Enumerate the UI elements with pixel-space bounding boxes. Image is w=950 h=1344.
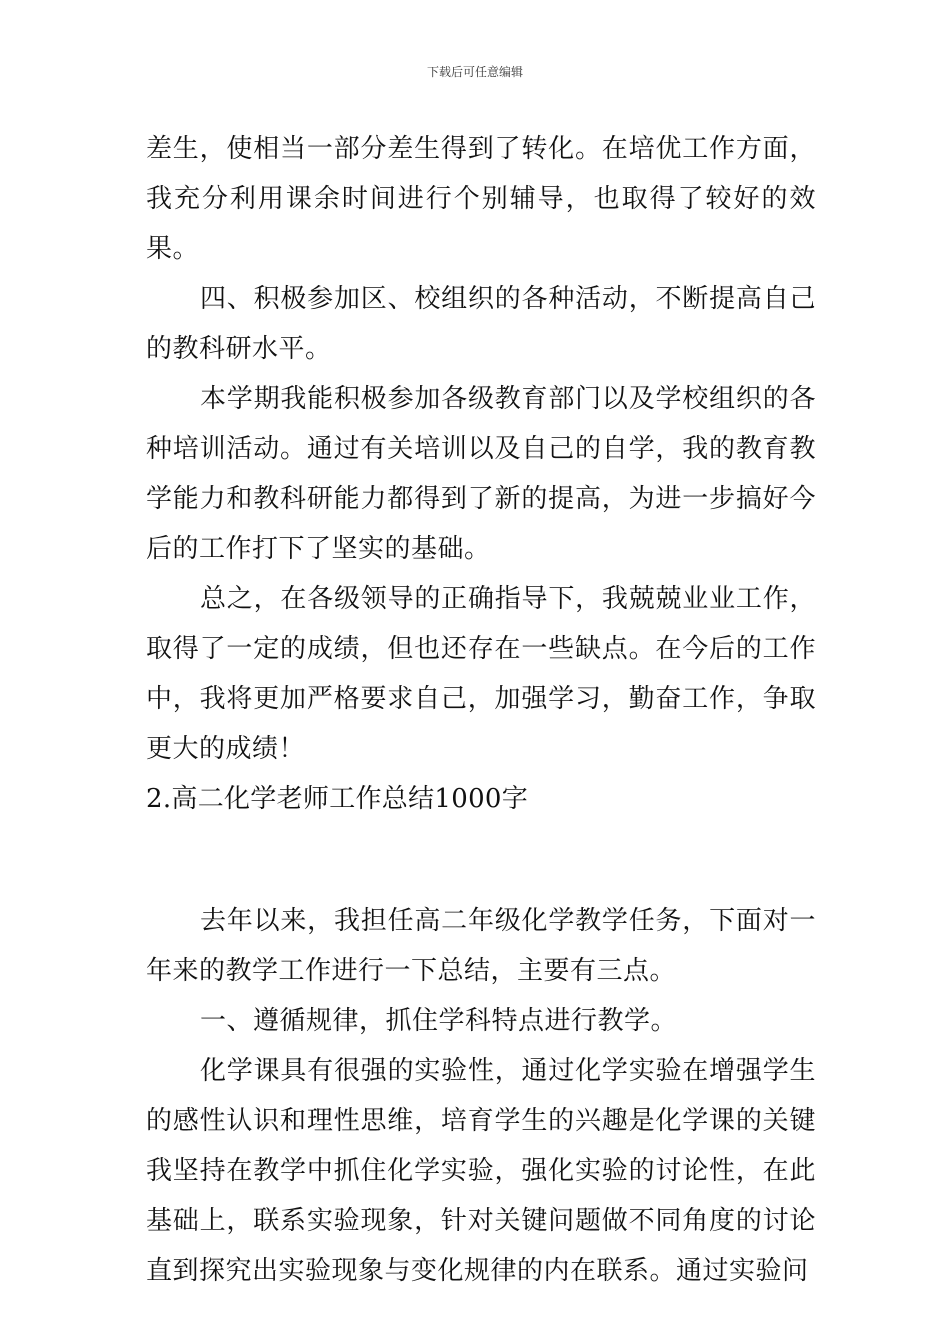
page-header-note: 下载后可任意编辑 [426, 65, 523, 79]
document-body [146, 124, 816, 1296]
paragraph-conclusion: 总之，在各级领导的正确指导下，我兢兢业业工作，取得了一定的成绩，但也还存在一些缺点。在今后的工作中，我将更加严格要求自己，加强学习，勤奋工作，争取更大的成绩！ [146, 584, 816, 764]
paragraph-point-four: 四、积极参加区、校组织的各种活动，不断提高自己的教科研水平。 [146, 284, 816, 364]
paragraph-experiment: 化学课具有很强的实验性，通过化学实验在增强学生的感性认识和理性思维，培育学生的兴趣是化学课的关键我坚持在教学中抓住化学实验，强化实验的讨论性，在此基础上，联系实验现象，针对关键问题做不同角度的讨论直到探究出实验现象与变化规律的内在联系。通过实验问 [146, 1056, 816, 1286]
section-title: 2.高二化学老师工作总结1000字 [146, 784, 529, 814]
paragraph-training: 本学期我能积极参加各级教育部门以及学校组织的各种培训活动。通过有关培训以及自己的自学，我的教育教学能力和教科研能力都得到了新的提高，为进一步搞好今后的工作打下了坚实的基础。 [146, 384, 816, 564]
paragraph-point-one: 一、遵循规律，抓住学科特点进行教学。 [200, 1006, 678, 1036]
paragraph-continuation: 差生，使相当一部分差生得到了转化。在培优工作方面，我充分利用课余时间进行个别辅导，也取得了较好的效果。 [146, 134, 816, 264]
section-spacer [146, 824, 816, 896]
paragraph-intro: 去年以来，我担任高二年级化学教学任务，下面对一年来的教学工作进行一下总结，主要有三点。 [146, 906, 816, 986]
